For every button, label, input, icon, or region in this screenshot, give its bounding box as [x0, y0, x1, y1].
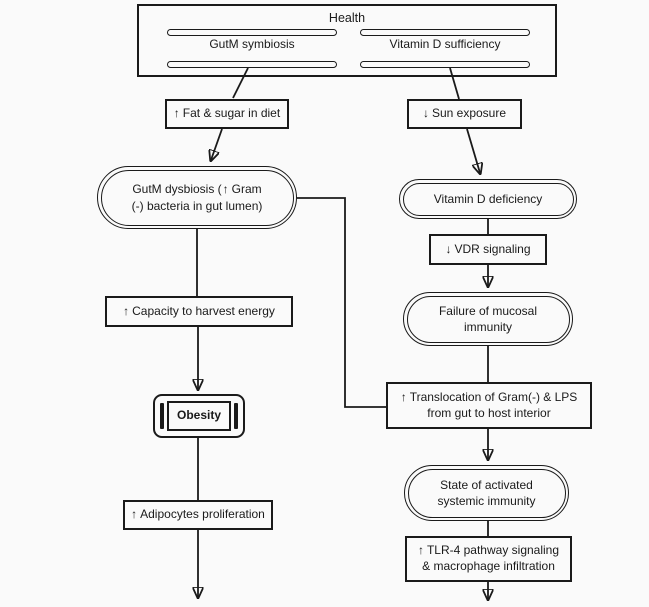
divider-pill: [167, 29, 337, 36]
node-obesity: [153, 394, 245, 438]
node-label-text: Gram: [231, 182, 262, 197]
node-gutm-dysbiosis: [97, 166, 297, 229]
node-capacity-harvest-energy-label: Capacity to harvest energy: [132, 303, 275, 318]
node-adipocytes-proliferation-label: Adipocytes proliferation: [140, 507, 265, 522]
health-title: Health: [328, 11, 366, 25]
edge-sun-to-deficiency: [467, 129, 480, 173]
frame-bar-left: [160, 403, 164, 429]
node-capacity-harvest-energy: [105, 296, 293, 327]
down-arrow-icon: ↓: [422, 106, 429, 121]
node-translocation-line2: from gut to host interior: [427, 405, 551, 420]
down-arrow-icon: ↓: [445, 241, 452, 256]
node-mucosal-immunity-failure: [403, 292, 573, 346]
branch-gutm-symbiosis: [167, 6, 337, 75]
up-arrow-icon: ↑: [222, 182, 229, 197]
node-label-text: GutM dysbiosis (: [132, 182, 222, 197]
node-activated-systemic-immunity-line1: State of activated: [440, 477, 533, 492]
health-box: [137, 4, 557, 77]
node-tlr4-line2: & macrophage infiltration: [422, 559, 555, 573]
divider-pill: [360, 29, 530, 36]
branch-vitamin-d-sufficiency-label: Vitamin D sufficiency: [389, 37, 501, 51]
node-gutm-dysbiosis-line2: (-) bacteria in gut lumen): [131, 198, 263, 213]
node-gutm-dysbiosis-line1: [132, 181, 261, 197]
divider-pill: [360, 61, 530, 68]
node-mucosal-immunity-failure-line1: Failure of mucosal: [438, 303, 538, 318]
node-vitamin-d-deficiency-label: Vitamin D deficiency: [433, 191, 543, 206]
edge-dysbiosis-to-translocation: [297, 198, 386, 407]
node-adipocytes-proliferation: [123, 500, 273, 530]
node-fat-sugar-diet-label: Fat & sugar in diet: [182, 106, 281, 121]
frame-bar-right: [234, 403, 238, 429]
branch-vitamin-d-sufficiency: [360, 6, 530, 75]
up-arrow-icon: ↑: [400, 389, 407, 404]
node-tlr4-line1: TLR-4 pathway signaling: [426, 543, 560, 558]
node-vdr-signaling-label: VDR signaling: [454, 241, 531, 256]
node-vdr-signaling: [429, 234, 547, 265]
node-fat-sugar-diet: [165, 99, 289, 129]
node-translocation-gram-lps: [386, 382, 592, 429]
branch-gutm-symbiosis-label: GutM symbiosis: [209, 37, 295, 51]
edge-fat-sugar-to-dysbiosis: [211, 129, 222, 160]
node-sun-exposure-label: Sun exposure: [431, 106, 507, 121]
node-sun-exposure: [407, 99, 522, 129]
divider-pill: [167, 61, 337, 68]
node-obesity-label: Obesity: [167, 401, 231, 431]
up-arrow-icon: ↑: [417, 543, 424, 558]
node-activated-systemic-immunity-line2: systemic immunity: [437, 494, 536, 508]
up-arrow-icon: ↑: [131, 507, 138, 522]
node-mucosal-immunity-failure-line2: immunity: [463, 320, 512, 334]
node-tlr4-pathway: [405, 536, 572, 582]
node-translocation-line1: Translocation of Gram(-) & LPS: [409, 389, 578, 404]
up-arrow-icon: ↑: [123, 303, 130, 318]
node-activated-systemic-immunity: [404, 465, 569, 521]
up-arrow-icon: ↑: [173, 106, 180, 121]
node-vitamin-d-deficiency: [399, 179, 577, 219]
